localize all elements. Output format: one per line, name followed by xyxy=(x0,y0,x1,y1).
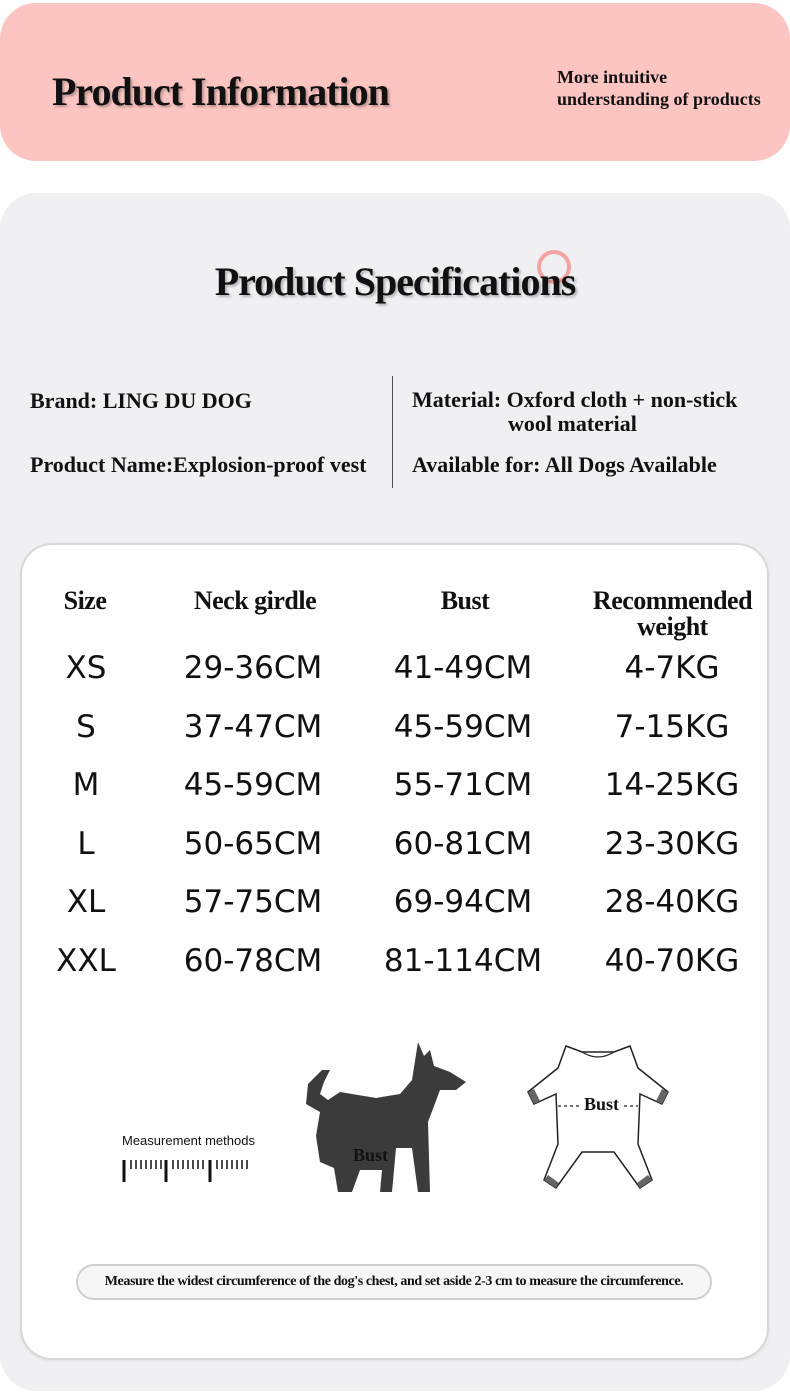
weight-cell: 28-40KG xyxy=(604,884,740,920)
specifications-title: Product Specifications xyxy=(214,259,576,304)
neck-girdle-cell: 57-75CM xyxy=(183,884,323,920)
spec-divider xyxy=(392,376,393,488)
size-cell: XXL xyxy=(56,943,116,979)
header-size: Size xyxy=(63,586,107,615)
weight-cell: 23-30KG xyxy=(604,826,740,862)
neck-girdle-cell: 60-78CM xyxy=(183,943,323,979)
size-cell: XL xyxy=(66,884,106,920)
available-text: Available for: All Dogs Available xyxy=(412,452,717,477)
weight-cell: 4-7KG xyxy=(624,650,720,686)
bust-cell: 81-114CM xyxy=(383,943,543,979)
header-subtitle-line2: understanding of products xyxy=(557,89,761,109)
material-line1: Material: Oxford cloth + non-stick xyxy=(412,387,738,412)
material-line2: wool material xyxy=(508,411,637,436)
bust-cell: 55-71CM xyxy=(393,767,533,803)
garment-bust-label: Bust xyxy=(584,1094,620,1114)
header-title: Product Information xyxy=(52,69,389,114)
measurement-note: Measure the widest circumference of the dog's chest, and set aside 2-3 cm to measure the circumference. xyxy=(78,1266,710,1298)
neck-girdle-cell: 29-36CM xyxy=(183,650,323,686)
size-cell: L xyxy=(77,826,95,862)
material-text xyxy=(412,388,737,436)
measurement-methods-label: Measurement methods xyxy=(122,1133,255,1148)
bust-cell: 60-81CM xyxy=(393,826,533,862)
bust-cell: 69-94CM xyxy=(393,884,533,920)
bust-cell: 41-49CM xyxy=(393,650,533,686)
dog-bust-label: Bust xyxy=(353,1145,389,1165)
neck-girdle-cell: 37-47CM xyxy=(183,709,323,745)
header-recommended-weight xyxy=(560,588,785,640)
dog-silhouette-icon xyxy=(300,1036,470,1196)
size-cell: S xyxy=(76,709,96,745)
header-recommended: Recommended xyxy=(592,586,753,615)
product-name-text: Product Name:Explosion-proof vest xyxy=(30,452,367,477)
header-weight: weight xyxy=(637,612,708,641)
bust-cell: 45-59CM xyxy=(393,709,533,745)
brand-text: Brand: LING DU DOG xyxy=(30,388,252,413)
header-bust: Bust xyxy=(440,586,490,615)
size-cell: M xyxy=(72,767,100,803)
neck-girdle-cell: 45-59CM xyxy=(183,767,323,803)
header-subtitle xyxy=(557,66,761,110)
ruler-icon xyxy=(122,1156,252,1184)
neck-girdle-cell: 50-65CM xyxy=(183,826,323,862)
weight-cell: 14-25KG xyxy=(604,767,740,803)
weight-cell: 7-15KG xyxy=(614,709,730,745)
dog-garment-icon xyxy=(522,1040,674,1192)
header-subtitle-line1: More intuitive xyxy=(557,67,668,87)
weight-cell: 40-70KG xyxy=(604,943,740,979)
header-neck-girdle: Neck girdle xyxy=(193,586,317,615)
size-cell: XS xyxy=(65,650,107,686)
